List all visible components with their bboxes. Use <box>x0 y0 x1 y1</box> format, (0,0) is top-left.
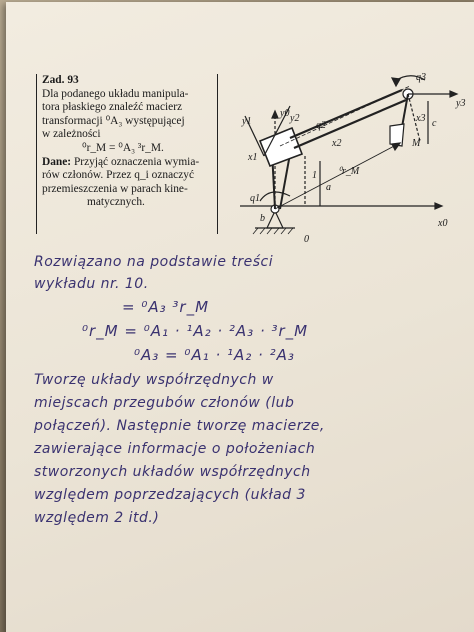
label: x0 <box>438 218 448 229</box>
label: M <box>412 138 421 149</box>
label: a <box>326 182 331 193</box>
label: 1 <box>312 170 317 181</box>
handwritten-equation: = ⁰A₃ ³r_M <box>122 298 210 316</box>
label: q3 <box>416 72 426 83</box>
label: y1 <box>242 116 252 127</box>
manipulator-diagram <box>220 66 470 248</box>
label: x1 <box>248 152 258 163</box>
label: c <box>432 118 437 129</box>
task-number: Zad. 93 <box>42 74 79 86</box>
label: y0 <box>280 108 290 119</box>
handwritten-line: miejscach przegubów członów (lub <box>34 395 295 411</box>
handwritten-line: względem poprzedzających (układ 3 <box>34 487 306 503</box>
given-line: Przyjąć oznaczenia wymia- <box>71 155 200 168</box>
label: ⁰r_M <box>338 166 360 177</box>
handwritten-line: Rozwiązano na podstawie treści <box>34 254 274 270</box>
label: 0 <box>304 234 309 245</box>
handwritten-line: stworzonych układów współrzędnych <box>34 464 311 480</box>
task-line: tora płaskiego znaleźć macierz <box>42 101 183 114</box>
given-line: matycznych. <box>87 196 145 209</box>
handwritten-line: wykładu nr. 10. <box>34 276 149 292</box>
label: x3 <box>416 113 426 124</box>
handwritten-equation: ⁰A₃ = ⁰A₁ · ¹A₂ · ²A₃ <box>134 346 295 364</box>
handwritten-line: zawierające informacje o położeniach <box>34 441 316 457</box>
label: b <box>260 213 265 224</box>
label: x2 <box>332 138 342 149</box>
label: q1 <box>250 193 260 204</box>
x0-arrow <box>435 203 442 209</box>
task-formula: ⁰r_M = ⁰A₃ ³r_M. <box>82 141 164 154</box>
task-line: transformacji ⁰A₃ występującej <box>42 114 185 127</box>
task-line: Dla podanego układu manipula- <box>42 87 189 100</box>
task-line: w zależności <box>42 128 101 141</box>
task-text-box <box>36 74 218 234</box>
label: y2 <box>290 113 300 124</box>
label: q2 <box>316 120 326 131</box>
paper-sheet <box>6 2 474 632</box>
handwritten-line: względem 2 itd.) <box>34 510 160 526</box>
given-line: przemieszczenia w parach kine- <box>42 182 188 195</box>
handwritten-line: połączeń). Następnie tworzę macierze, <box>34 418 325 434</box>
given-label: Dane: <box>42 155 72 168</box>
given-line: rów członów. Przez q_i oznaczyć <box>42 169 195 182</box>
printed-task <box>36 66 474 246</box>
label: y3 <box>456 98 466 109</box>
handwritten-line: Tworzę układy współrzędnych w <box>34 372 274 388</box>
handwritten-equation: ⁰r_M = ⁰A₁ · ¹A₂ · ²A₃ · ³r_M <box>82 322 309 340</box>
